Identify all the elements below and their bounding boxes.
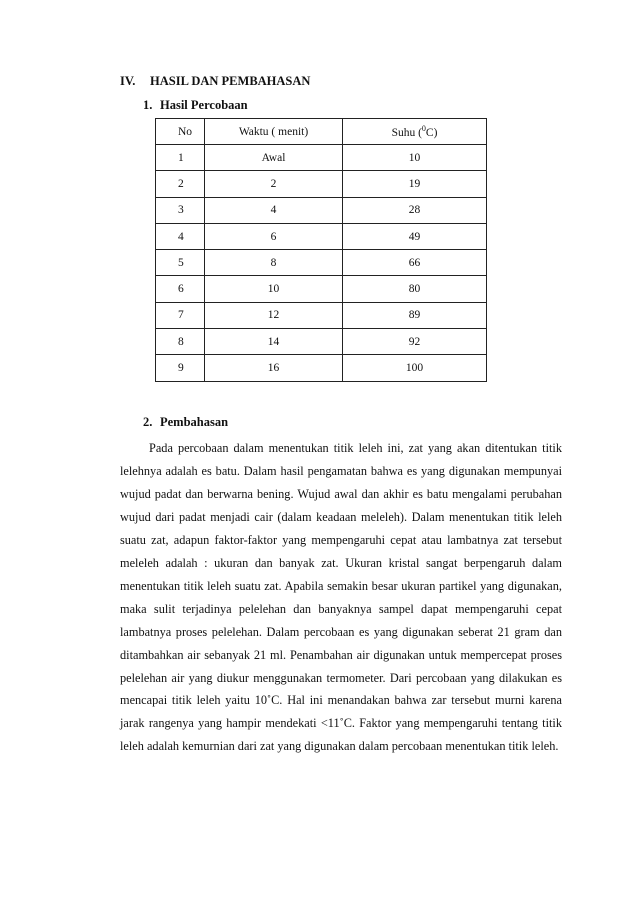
cell-suhu: 10 — [343, 145, 487, 171]
cell-no: 7 — [156, 302, 205, 328]
subsection-title: Hasil Percobaan — [160, 98, 248, 112]
subsection-heading-discussion — [143, 415, 228, 430]
cell-suhu: 92 — [343, 329, 487, 355]
header-waktu: Waktu ( menit) — [205, 119, 343, 145]
cell-no: 5 — [156, 250, 205, 276]
table-row — [156, 223, 487, 249]
section-title: HASIL DAN PEMBAHASAN — [150, 74, 311, 88]
cell-suhu: 100 — [343, 355, 487, 381]
discussion-paragraph: Pada percobaan dalam menentukan titik leleh ini, zat yang akan ditentukan titik lelehnya adalah es batu. Dalam hasil pengamatan bahwa es yang digunakan mempunyai wujud padat dan berwarna bening. Wujud awal dan akhir es batu mengalami perubahan wujud dari padat menjadi cair (dalam keadaan meleleh). Dalam menentukan titik leleh suatu zat, adapun faktor-faktor yang mempengaruhi cepat atau lambatnya zat tersebut meleleh adalah : ukuran dan banyak zat. Ukuran kristal sangat berpengaruh dalam menentukan titik leleh suatu zat. Apabila semakin besar ukuran partikel yang digunakan, maka sulit terjadinya pelelehan dan banyaknya sampel dapat mempengaruhi cepat lambatnya proses pelelehan. Dalam percobaan es yang digunakan seberat 21 gram dan ditambahkan air sebanyak 21 ml. Penambahan air digunakan untuk mempercepat proses pelelehan air yang diukur menggunakan termometer. Dari percobaan yang dilakukan es mencapai titik leleh yaitu 10˚C. Hal ini menandakan bahwa zar tersebut murni karena jarak rangenya yang hampir mendekati <11˚C. Faktor yang mempengaruhi tentang titik leleh adalah kemurnian dari zat yang digunakan dalam percobaan menentukan titik leleh. — [120, 441, 562, 754]
cell-waktu: 4 — [205, 197, 343, 223]
table-row — [156, 145, 487, 171]
cell-no: 1 — [156, 145, 205, 171]
cell-suhu: 89 — [343, 302, 487, 328]
table-row — [156, 329, 487, 355]
cell-no: 9 — [156, 355, 205, 381]
table-row — [156, 276, 487, 302]
header-suhu-suffix: C) — [425, 126, 438, 139]
subsection-number: 1. — [143, 98, 153, 112]
header-suhu-degree: 0 — [421, 124, 426, 134]
cell-waktu: 2 — [205, 171, 343, 197]
cell-waktu: 16 — [205, 355, 343, 381]
table-row — [156, 171, 487, 197]
table-row — [156, 197, 487, 223]
header-suhu-prefix: Suhu ( — [391, 126, 422, 139]
table-row — [156, 250, 487, 276]
table-header-row — [156, 119, 487, 145]
cell-suhu: 19 — [343, 171, 487, 197]
header-suhu — [343, 119, 487, 145]
subsection-title: Pembahasan — [160, 415, 229, 429]
cell-suhu: 66 — [343, 250, 487, 276]
header-no: No — [156, 119, 205, 145]
cell-no: 6 — [156, 276, 205, 302]
cell-no: 8 — [156, 329, 205, 355]
section-number: IV. — [120, 74, 136, 88]
table-row — [156, 302, 487, 328]
subsection-heading-results — [143, 98, 248, 113]
cell-suhu: 49 — [343, 223, 487, 249]
cell-no: 4 — [156, 223, 205, 249]
cell-no: 3 — [156, 197, 205, 223]
section-heading — [120, 74, 310, 89]
cell-suhu: 80 — [343, 276, 487, 302]
cell-waktu: 8 — [205, 250, 343, 276]
cell-waktu: 12 — [205, 302, 343, 328]
cell-waktu: 14 — [205, 329, 343, 355]
cell-suhu: 28 — [343, 197, 487, 223]
cell-waktu: 10 — [205, 276, 343, 302]
subsection-number: 2. — [143, 415, 153, 429]
cell-waktu: Awal — [205, 145, 343, 171]
results-table — [155, 118, 487, 382]
cell-waktu: 6 — [205, 223, 343, 249]
table-row — [156, 355, 487, 381]
cell-no: 2 — [156, 171, 205, 197]
